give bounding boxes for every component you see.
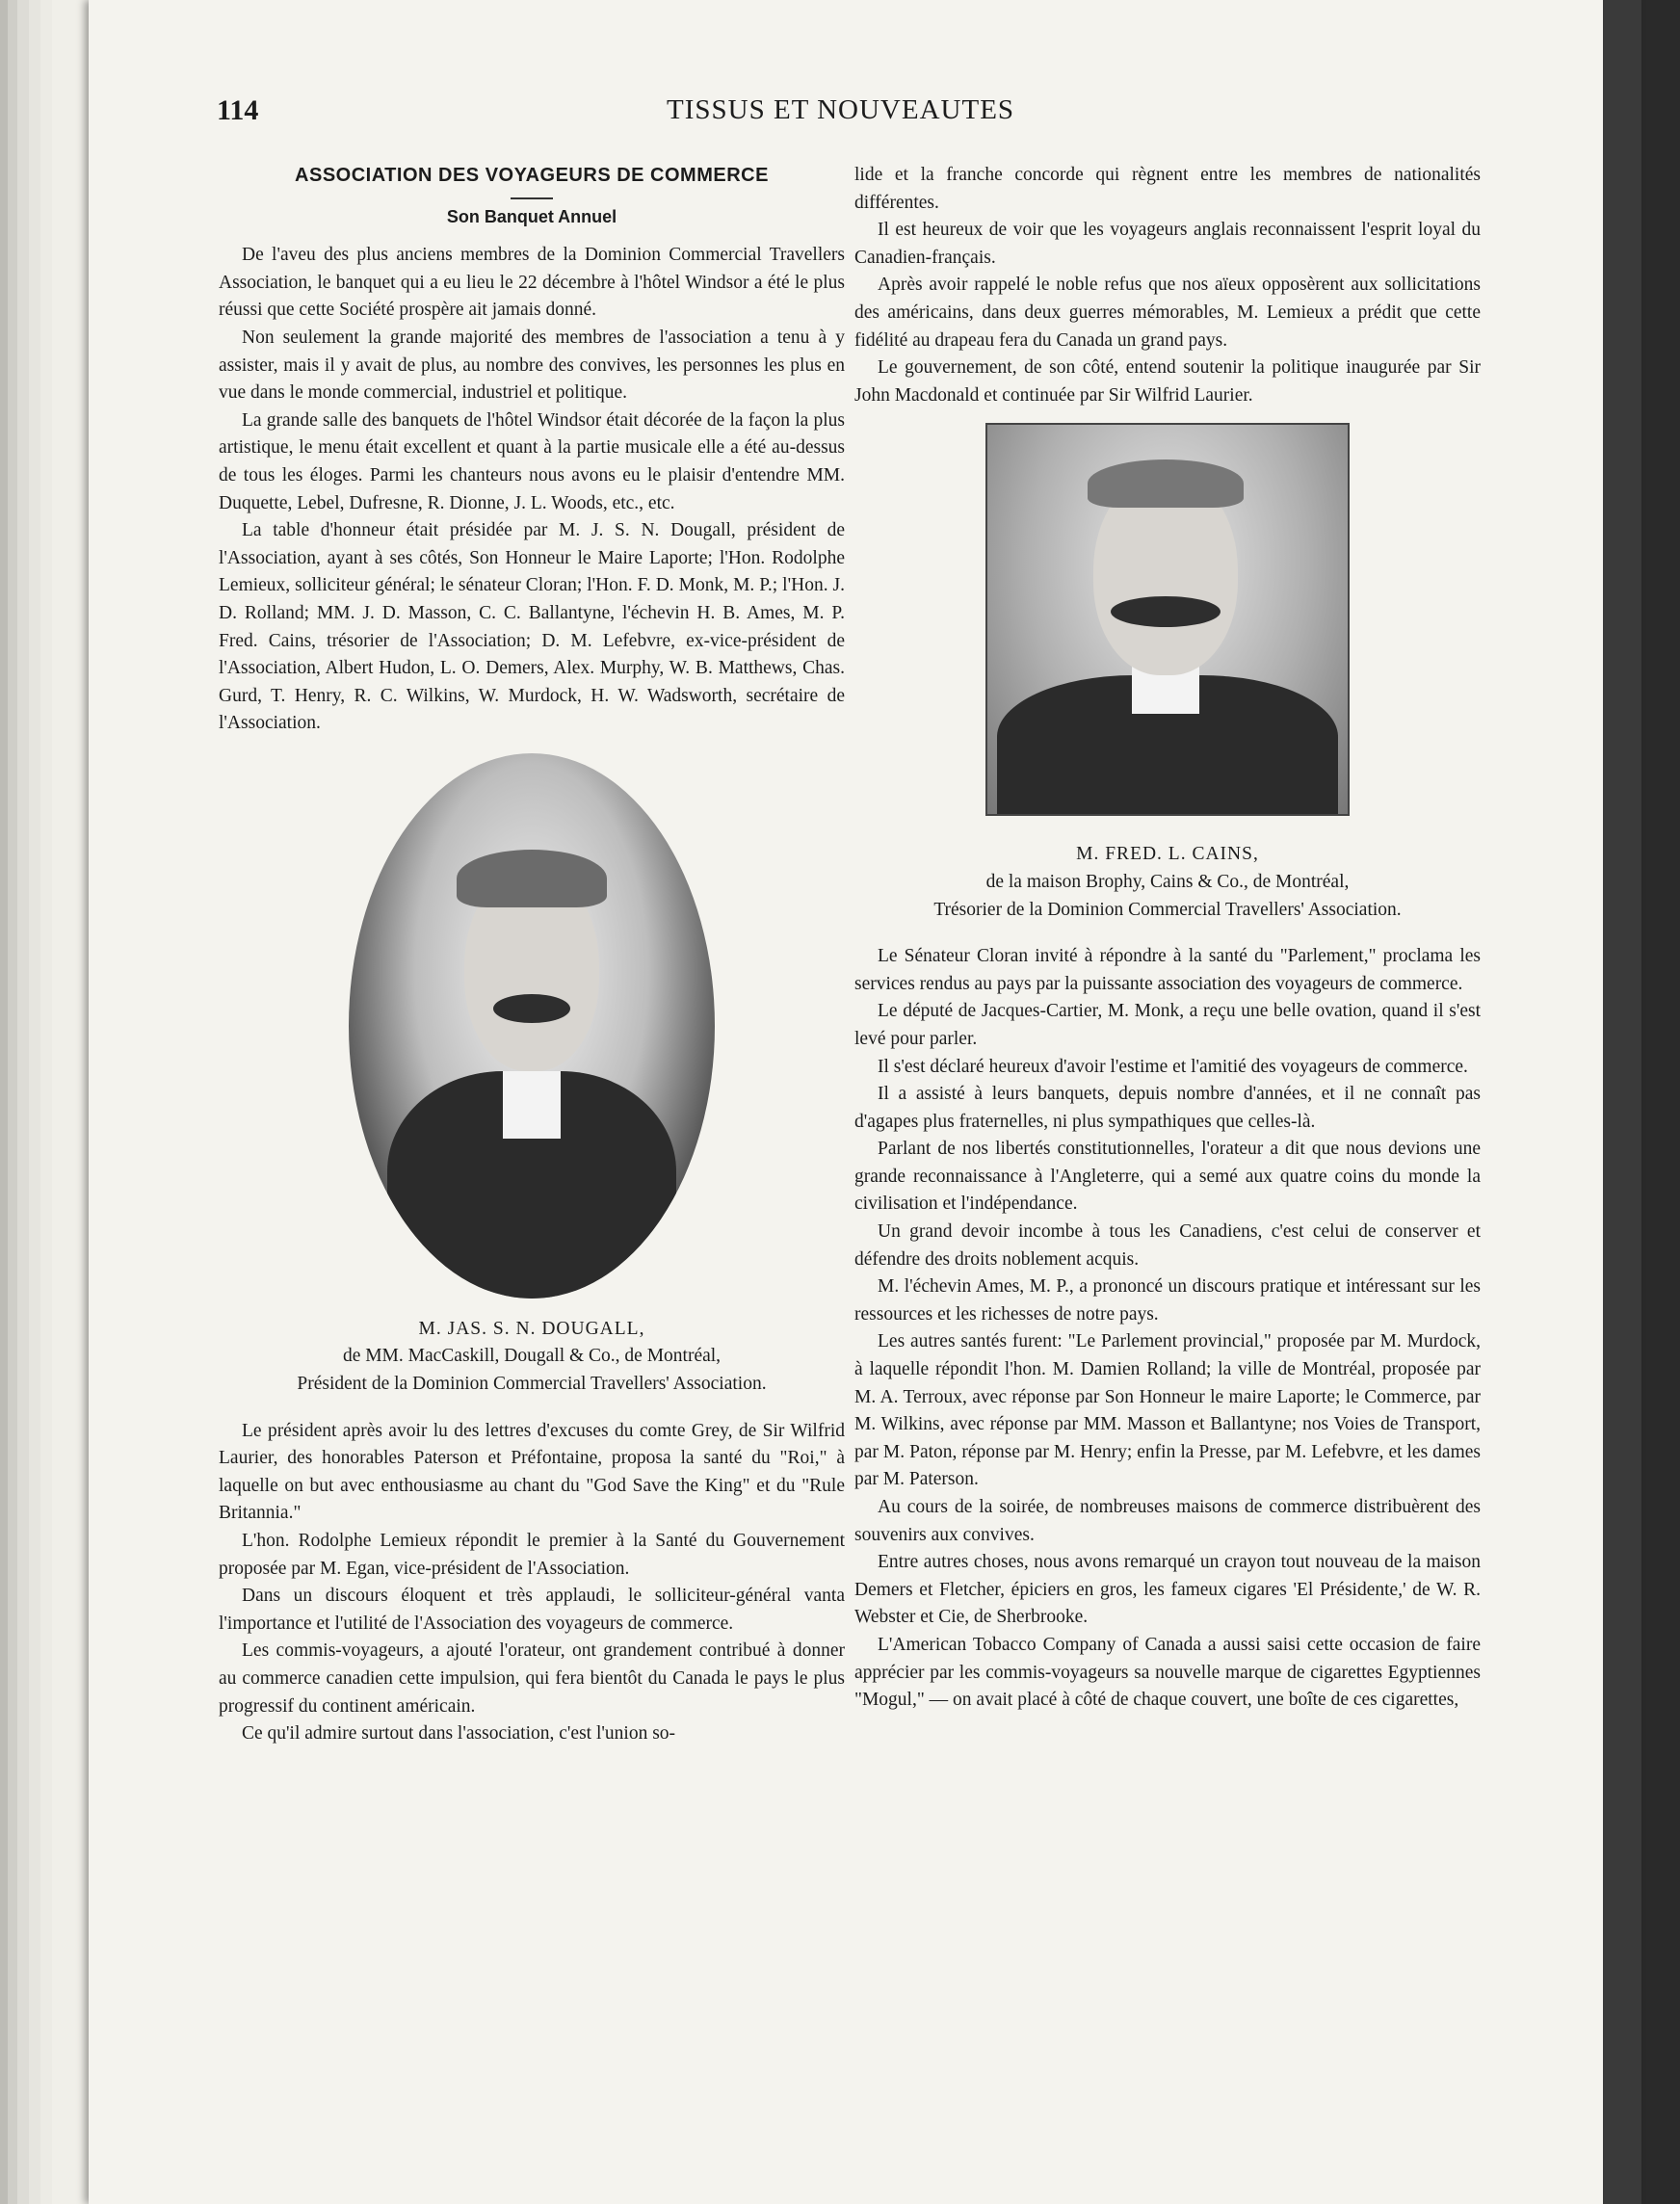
paragraph: L'American Tobacco Company of Canada a aussi saisi cette occasion de faire apprécier par les commis-voyageurs sa nouvelle marque de cigarettes Egyptiennes "Mogul," — on avait placé à côté de chaque couvert, une boîte de ces cigarettes, bbox=[854, 1634, 1481, 1711]
portrait-dougall bbox=[349, 753, 715, 1299]
caption-name: M. FRED. L. CAINS, bbox=[1076, 844, 1259, 865]
paragraph: Ce qu'il admire surtout dans l'association, c'est l'union so- bbox=[242, 1723, 676, 1745]
paragraph: De l'aveu des plus anciens membres de la Dominion Commercial Travellers Association, le banquet qui a eu lieu le 22 décembre à l'hôtel Windsor a été le plus réussi que cette Société prospère ait jamais donné. bbox=[219, 245, 845, 321]
paragraph: Il a assisté à leurs banquets, depuis nombre d'années, et il ne connaît pas d'agapes plus fraternelles, ni plus sympathiques que celles-là. bbox=[854, 1084, 1481, 1132]
title-rule bbox=[511, 197, 553, 199]
portrait-cains bbox=[985, 423, 1350, 816]
paragraph: La grande salle des banquets de l'hôtel Windsor était décorée de la façon la plus artistique, le menu était excellent et quant à la partie musicale elle a été au-dessus de tous les éloges. Parmi les chanteurs nous avons eu le plaisir d'entendre MM. Duquette, Lebel, Dufresne, R. Dionne, J. L. Woods, etc., etc. bbox=[219, 409, 845, 513]
right-column bbox=[854, 162, 1481, 1715]
caption-line: Trésorier de la Dominion Commercial Travellers' Association. bbox=[933, 899, 1402, 920]
paragraph: Non seulement la grande majorité des membres de l'association a tenu à y assister, mais il y avait de plus, au nombre des convives, les personnes les plus en vue dans le monde commercial, industriel et politique. bbox=[219, 327, 845, 404]
paragraph: Le Sénateur Cloran invité à répondre à la santé du "Parlement," proclama les services rendus au pays par la puissante association des voyageurs de commerce. bbox=[854, 946, 1481, 994]
paragraph: Le président après avoir lu des lettres d'excuses du comte Grey, de Sir Wilfrid Laurier, des honorables Paterson et Préfontaine, proposa la santé du "Roi," à laquelle on but avec enthousiasme au chant du "God Save the King" et du "Rule Britannia." bbox=[219, 1420, 845, 1524]
paragraph: Dans un discours éloquent et très applaudi, le solliciteur-général vanta l'importance et l'utilité de l'Association des voyageurs de commerce. bbox=[219, 1586, 845, 1634]
paragraph: Parlant de nos libertés constitutionnelles, l'orateur a dit que nous devions une grande reconnaissance à l'Angleterre, qui a semé aux quatre coins du monde la civilisation et l'indépendance. bbox=[854, 1139, 1481, 1215]
paragraph: Le député de Jacques-Cartier, M. Monk, a reçu une belle ovation, quand il s'est levé pour parler. bbox=[854, 1001, 1481, 1049]
paragraph: La table d'honneur était présidée par M. J. S. N. Dougall, président de l'Association, ayant à ses côtés, Son Honneur le Maire Laporte; l'Hon. Rodolphe Lemieux, solliciteur général; le sénateur Cloran; l'Hon. F. D. Monk, M. P.; l'Hon. J. D. Rolland; MM. J. D. Masson, C. C. Ballantyne, l'échevin H. B. Ames, M. P. Fred. Cains, trésorier de l'Association; D. M. Lefebvre, ex-vice-président de l'Association, Albert Hudon, L. O. Demers, Alex. Murphy, W. B. Matthews, Chas. Gurd, T. Henry, R. C. Wilkins, W. Murdock, H. W. Wadsworth, secrétaire de l'Association. bbox=[219, 520, 845, 734]
document-page bbox=[89, 0, 1641, 2204]
paragraph: Il s'est déclaré heureux d'avoir l'estime et l'amitié des voyageurs de commerce. bbox=[878, 1056, 1468, 1077]
journal-title: TISSUS ET NOUVEAUTES bbox=[667, 94, 1015, 125]
caption-line: de la maison Brophy, Cains & Co., de Montréal, bbox=[985, 871, 1350, 892]
page-number: 114 bbox=[217, 94, 259, 126]
caption-name: M. JAS. S. N. DOUGALL, bbox=[418, 1318, 645, 1339]
paragraph: lide et la franche concorde qui règnent entre les membres de nationalités différentes. bbox=[854, 165, 1481, 213]
paragraph: M. l'échevin Ames, M. P., a prononcé un discours pratique et intéressant sur les ressources et les richesses de notre pays. bbox=[854, 1276, 1481, 1325]
paragraph: Au cours de la soirée, de nombreuses maisons de commerce distribuèrent des souvenirs aux convives. bbox=[854, 1497, 1481, 1545]
paragraph: L'hon. Rodolphe Lemieux répondit le premier à la Santé du Gouvernement proposée par M. Egan, vice-président de l'Association. bbox=[219, 1531, 845, 1579]
caption-line: Président de la Dominion Commercial Travellers' Association. bbox=[297, 1374, 767, 1395]
article-subtitle: Son Banquet Annuel bbox=[446, 206, 617, 226]
paragraph: Il est heureux de voir que les voyageurs anglais reconnaissent l'esprit loyal du Canadien-français. bbox=[854, 220, 1481, 268]
paragraph: Un grand devoir incombe à tous les Canadiens, c'est celui de conserver et défendre des droits noblement acquis. bbox=[854, 1221, 1481, 1270]
page-header bbox=[89, 94, 1641, 137]
paragraph: Les commis-voyageurs, a ajouté l'orateur, ont grandement contribué à donner au commerce canadien cette impulsion, qui fera bientôt du Canada le pays le plus progressif du continent américain. bbox=[219, 1640, 845, 1717]
paragraph: Le gouvernement, de son côté, entend soutenir la politique inaugurée par Sir John Macdonald et continuée par Sir Wilfrid Laurier. bbox=[854, 357, 1481, 406]
paragraph: Après avoir rappelé le noble refus que nos aïeux opposèrent aux sollicitations des américains, dans deux guerres mémorables, M. Lemieux a prédit que cette fidélité au drapeau fera du Canada un grand pays. bbox=[854, 275, 1481, 351]
paragraph: Entre autres choses, nous avons remarqué un crayon tout nouveau de la maison Demers et Fletcher, épiciers en gros, les fameux cigares 'El Présidente,' de W. R. Webster et Cie, de Sherbrooke. bbox=[854, 1552, 1481, 1628]
paragraph: Les autres santés furent: "Le Parlement provincial," proposée par M. Murdock, à laquelle répondit l'hon. M. Damien Rolland; la ville de Montréal, proposée par M. A. Terroux, avec réponse par Son Honneur le maire Laporte; le Commerce, par M. Wilkins, avec réponse par MM. Masson et Ballantyne; nos Voies de Transport, par M. Paton, réponse par M. Henry; enfin la Presse, par M. Lefebvre, et les dames par M. Paterson. bbox=[854, 1331, 1481, 1490]
scan-border bbox=[1603, 0, 1641, 2204]
left-column bbox=[219, 162, 845, 1748]
caption-line: de MM. MacCaskill, Dougall & Co., de Montréal, bbox=[342, 1346, 722, 1367]
article-title: ASSOCIATION DES VOYAGEURS DE COMMERCE bbox=[295, 165, 769, 186]
